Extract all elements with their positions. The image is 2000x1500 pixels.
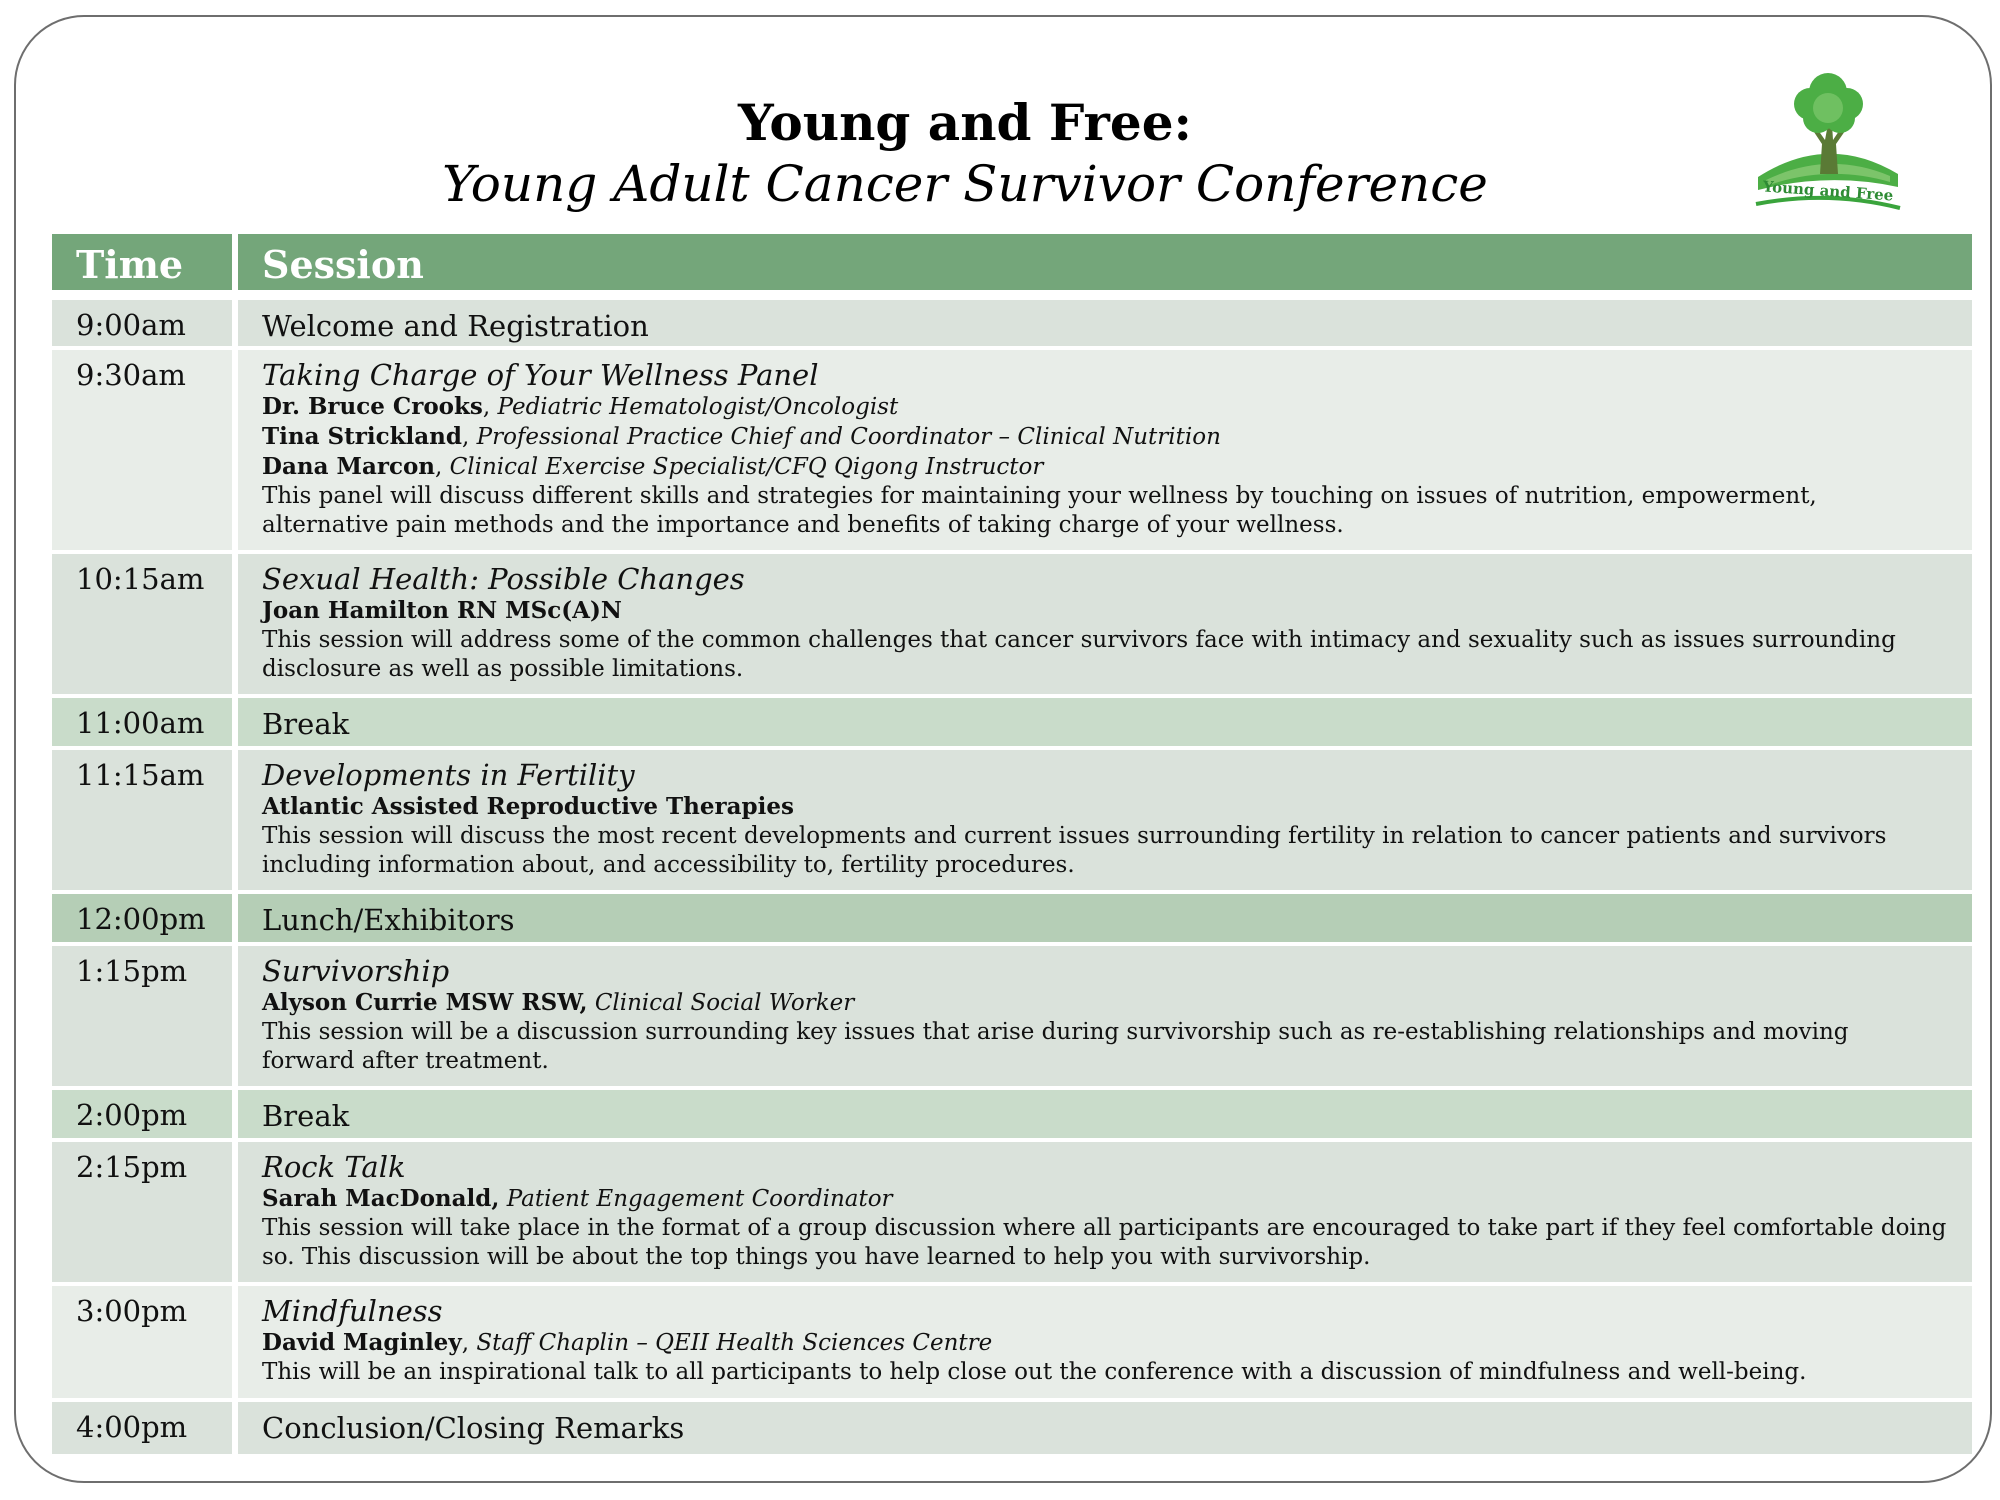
- session-cell: [238, 300, 1972, 346]
- time-cell: 10:15am: [52, 554, 232, 694]
- speaker-line: [262, 596, 1948, 626]
- session-cell: [238, 1402, 1972, 1454]
- page-subtitle: Young Adult Cancer Survivor Conference: [442, 155, 1488, 213]
- speaker-name: Dr. Bruce Crooks: [262, 393, 483, 420]
- session-title: Rock Talk: [262, 1150, 406, 1184]
- time-cell: 9:30am: [52, 350, 232, 550]
- table-row: [52, 1142, 1972, 1282]
- table-row: [52, 1402, 1972, 1454]
- table-row: [52, 300, 1972, 346]
- time-cell: 3:00pm: [52, 1286, 232, 1398]
- title-block: [0, 92, 1930, 214]
- page-title: Young and Free:: [738, 93, 1192, 152]
- session-title: Developments in Fertility: [262, 758, 635, 792]
- session-cell: [238, 554, 1972, 694]
- session-title: Mindfulness: [262, 1294, 443, 1328]
- speaker-line: Dana Marcon, Clinical Exercise Specialist/CFQ Qigong Instructor: [262, 453, 1044, 480]
- table-row: [52, 1090, 1972, 1138]
- table-row: [52, 946, 1972, 1086]
- speaker-role: Patient Engagement Coordinator: [506, 1186, 893, 1212]
- speaker-name: Joan Hamilton RN MSc(A)N: [262, 597, 622, 624]
- header-time: Time: [52, 234, 232, 290]
- time-cell: 4:00pm: [52, 1402, 232, 1454]
- session-title: Sexual Health: Possible Changes: [262, 562, 745, 596]
- session-description: This session will take place in the format of a group discussion where all participants are encouraged to take part if they feel comfortable doing so. This discussion will be about the top things you have learned to help you with survivorship.: [262, 1215, 1947, 1270]
- table-row: [52, 554, 1972, 694]
- session-title: Taking Charge of Your Wellness Panel: [262, 358, 819, 392]
- speaker-role: Pediatric Hematologist/Oncologist: [497, 394, 899, 420]
- time-cell: 12:00pm: [52, 894, 232, 942]
- session-description: This panel will discuss different skills and strategies for maintaining your wellness by touching on issues of nutrition, empowerment, alternative pain methods and the importance and benefits of taking charge of your wellness.: [262, 483, 1817, 538]
- session-title: Survivorship: [262, 954, 450, 988]
- speaker-name: Atlantic Assisted Reproductive Therapies: [262, 793, 794, 820]
- speaker-line: [262, 1184, 1948, 1214]
- speaker-role: Clinical Social Worker: [594, 990, 855, 1016]
- session-title: Break: [262, 707, 350, 741]
- speaker-line: Tina Strickland, Professional Practice Chief and Coordinator – Clinical Nutrition: [262, 423, 1221, 450]
- session-cell: [238, 1142, 1972, 1282]
- table-row: [52, 350, 1972, 550]
- header-session: Session: [238, 234, 1972, 290]
- speaker-name: Sarah MacDonald,: [262, 1185, 500, 1212]
- time-cell: 9:00am: [52, 300, 232, 346]
- speaker-role: Professional Practice Chief and Coordinator – Clinical Nutrition: [476, 424, 1221, 450]
- session-description: This session will discuss the most recent developments and current issues surrounding fertility in relation to cancer patients and survivors including information about, and accessibility to, fertility procedures.: [262, 823, 1887, 878]
- time-cell: 2:15pm: [52, 1142, 232, 1282]
- session-cell: [238, 894, 1972, 942]
- session-title: Break: [262, 1099, 350, 1133]
- session-cell: [238, 750, 1972, 890]
- speaker-name: David Maginley: [262, 1329, 462, 1356]
- session-description: This session will address some of the common challenges that cancer survivors face with intimacy and sexuality such as issues surrounding disclosure as well as possible limitations.: [262, 627, 1896, 682]
- session-cell: [238, 350, 1972, 550]
- tree-logo-icon: [1748, 62, 1908, 222]
- session-cell: [238, 698, 1972, 746]
- speaker-role: Clinical Exercise Specialist/CFQ Qigong Instructor: [449, 454, 1044, 480]
- table-header-row: [52, 234, 1972, 290]
- session-title: Conclusion/Closing Remarks: [262, 1411, 685, 1445]
- speaker-role: Staff Chaplin – QEII Health Sciences Centre: [476, 1330, 993, 1356]
- speaker-name: Dana Marcon: [262, 453, 436, 480]
- time-cell: 11:15am: [52, 750, 232, 890]
- session-cell: [238, 1286, 1972, 1398]
- speaker-line: [262, 988, 1948, 1018]
- session-description: This session will be a discussion surrounding key issues that arise during survivorship such as re-establishing relationships and moving forward after treatment.: [262, 1019, 1849, 1074]
- table-row: [52, 698, 1972, 746]
- session-cell: [238, 946, 1972, 1086]
- session-title: Welcome and Registration: [262, 309, 649, 343]
- table-row: [52, 1286, 1972, 1398]
- session-description: This will be an inspirational talk to all participants to help close out the conference with a discussion of mindfulness and well-being.: [262, 1359, 1807, 1385]
- session-title: Lunch/Exhibitors: [262, 903, 515, 937]
- table-row: [52, 894, 1972, 942]
- speaker-line: David Maginley, Staff Chaplin – QEII Health Sciences Centre: [262, 1329, 993, 1356]
- logo-text: Young and Free: [1762, 177, 1894, 205]
- speaker-line: [262, 792, 1948, 822]
- table-row: [52, 750, 1972, 890]
- session-cell: [238, 1090, 1972, 1138]
- time-cell: 2:00pm: [52, 1090, 232, 1138]
- time-cell: 1:15pm: [52, 946, 232, 1086]
- young-and-free-logo: [1748, 62, 1908, 222]
- speaker-name: Alyson Currie MSW RSW,: [262, 989, 588, 1016]
- time-cell: 11:00am: [52, 698, 232, 746]
- speaker-name: Tina Strickland: [262, 423, 462, 450]
- speaker-line: Dr. Bruce Crooks, Pediatric Hematologist/Oncologist: [262, 393, 899, 420]
